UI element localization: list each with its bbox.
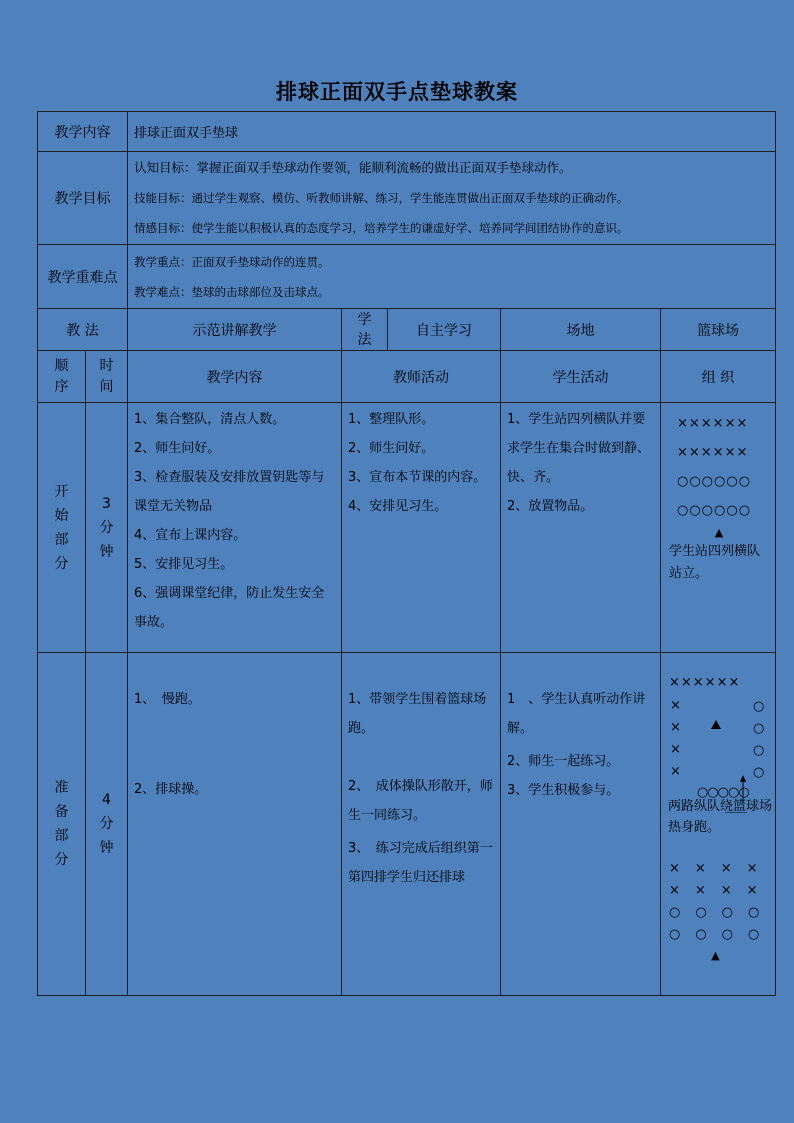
list-item: 5、安排见习生。 — [134, 557, 234, 572]
section-prep-student — [501, 653, 661, 996]
list-item: 4、安排见习生。 — [348, 499, 448, 514]
list-item: 3、 练习完成后组织第一第四排学生归还排球 — [348, 841, 493, 885]
teacher-marker-icon: ▲ — [714, 526, 724, 539]
list-item: 2、排球操。 — [134, 782, 208, 797]
section-prep-org — [661, 653, 776, 996]
teacher-marker-icon: ▲ — [711, 949, 721, 962]
list-item: 2、师生问好。 — [348, 441, 435, 456]
header-student: 学生活动 — [501, 351, 661, 403]
keypoints-label: 教学重难点 — [38, 245, 128, 309]
formation-row: × × × × — [669, 883, 759, 898]
formation-row: ×××××× — [677, 416, 749, 431]
svg-text:○: ○ — [753, 721, 765, 736]
formation-row: ○ ○ ○ ○ — [669, 927, 761, 942]
section-start-content — [128, 403, 342, 653]
formation-row: ○ ○ ○ ○ — [669, 905, 761, 920]
formation-note: 学生站四列横队站立。 — [669, 544, 761, 581]
list-item: 6、强调课堂纪律，防止发生安全事故。 — [134, 586, 325, 630]
header-content: 教学内容 — [128, 351, 342, 403]
list-item: 1、学生站四列横队并要求学生在集合时做到静、快、齐。 — [507, 412, 651, 485]
content-value: 排球正面双手垫球 — [128, 112, 776, 152]
goal-skill: 技能目标：通过学生观察、模仿、听教师讲解、练习，学生能连贯做出正面双手垫球的正确动作。 — [134, 191, 629, 205]
keypoint-focus: 教学重点：正面双手垫球动作的连贯。 — [134, 254, 330, 269]
list-item: 1、整理队形。 — [348, 412, 435, 427]
list-item: 3、学生积极参与。 — [507, 783, 620, 798]
header-teacher: 教师活动 — [342, 351, 501, 403]
section-start-time: 3 分 钟 — [86, 403, 128, 653]
header-order: 顺 序 — [38, 351, 86, 403]
svg-text:×: × — [670, 720, 681, 735]
section-start-org — [661, 403, 776, 653]
list-item: 2、师生一起练习。 — [507, 754, 620, 769]
goals-label: 教学目标 — [38, 152, 128, 245]
list-item: 4、宣布上课内容。 — [134, 528, 247, 543]
list-item: 1、集合整队，清点人数。 — [134, 412, 286, 427]
header-time: 时 间 — [86, 351, 128, 403]
svg-text:○: ○ — [753, 699, 765, 714]
formation-note: 两路纵队绕篮球场热身跑。 — [668, 799, 773, 835]
venue-value: 篮球场 — [661, 309, 776, 351]
goal-affective: 情感目标：使学生能以积极认真的态度学习，培养学生的谦虚好学、培养同学间团结协作的意识。 — [134, 221, 629, 235]
formation-row: ○○○○○○ — [677, 503, 752, 518]
section-prep-teacher — [342, 653, 501, 996]
method-label: 教 法 — [38, 309, 128, 351]
list-item: 1、带领学生围着篮球场跑。 — [348, 692, 487, 736]
svg-text:○○○○○: ○○○○○ — [697, 785, 749, 800]
svg-text:×: × — [670, 742, 681, 757]
list-item: 3、检查服装及安排放置钥匙等与课堂无关物品 — [134, 470, 325, 514]
header-org: 组 织 — [661, 351, 776, 403]
section-prep-name: 准 备 部 分 — [38, 653, 86, 996]
formation-row: × × × × — [669, 861, 759, 876]
formation-row: ×××××× — [677, 445, 749, 460]
svg-text:○: ○ — [753, 743, 765, 758]
lesson-plan-table — [37, 111, 776, 996]
list-item: 1 、学生认真听动作讲解。 — [507, 692, 646, 736]
goals-list — [128, 152, 776, 245]
study-label: 学 法 — [342, 309, 388, 351]
keypoints-list — [128, 245, 776, 309]
list-item: 1、 慢跑。 — [134, 692, 201, 707]
formation-diagram — [661, 653, 776, 995]
keypoint-difficulty: 教学难点：垫球的击球部位及击球点。 — [134, 284, 330, 299]
list-item: 2、 成体操队形散开，师生一同练习。 — [348, 779, 493, 823]
section-start-student — [501, 403, 661, 653]
list-item: 3、宣布本节课的内容。 — [348, 470, 487, 485]
section-prep-content — [128, 653, 342, 996]
formation-row: ○○○○○○ — [677, 474, 752, 489]
venue-label: 场地 — [501, 309, 661, 351]
list-item: 2、放置物品。 — [507, 499, 594, 514]
svg-text:×: × — [670, 764, 681, 779]
study-value: 自主学习 — [388, 309, 501, 351]
goal-cognitive: 认知目标：掌握正面双手垫球动作要领，能顺利流畅的做出正面双手垫球动作。 — [134, 160, 572, 175]
svg-text:○: ○ — [753, 765, 765, 780]
content-label: 教学内容 — [38, 112, 128, 152]
list-item: 2、师生问好。 — [134, 441, 221, 456]
section-prep-time: 4 分 钟 — [86, 653, 128, 996]
svg-text:××××××: ×××××× — [669, 675, 741, 690]
section-start-teacher — [342, 403, 501, 653]
run-track-diagram — [661, 653, 776, 813]
section-start-name: 开 始 部 分 — [38, 403, 86, 653]
exercise-grid — [669, 858, 773, 966]
svg-text:×: × — [670, 698, 681, 713]
method-value: 示范讲解教学 — [128, 309, 342, 351]
page-title: 排球正面双手点垫球教案 — [276, 79, 518, 104]
